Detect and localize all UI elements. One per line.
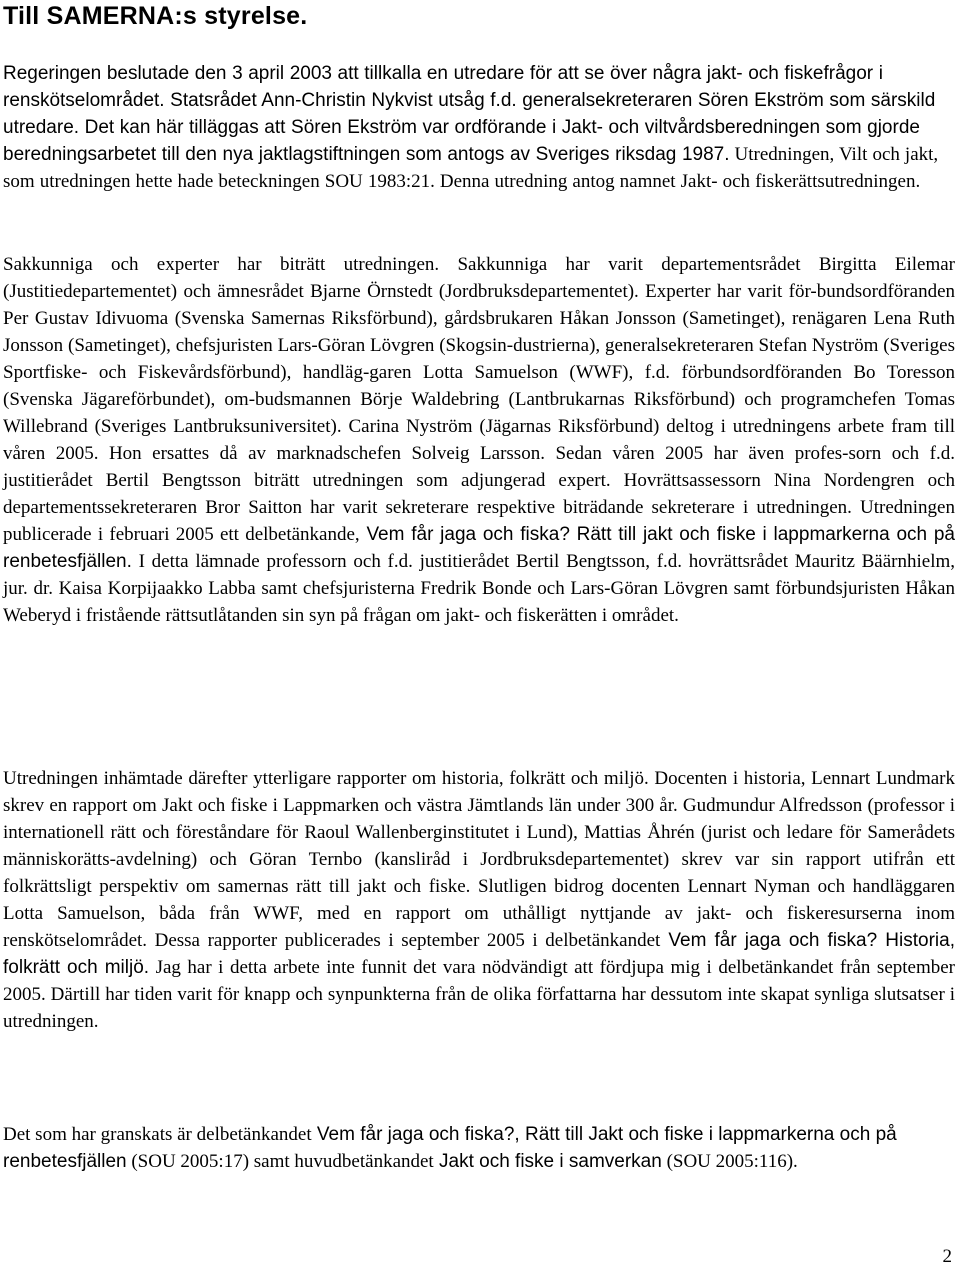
paragraph-3-text-continued: Jag har i detta arbete inte funnit det vara nödvändigt att fördjupa mig i delbetänkandet från september 2005. Därtill har tiden varit för knapp och synpunkterna från de olika författarna har dessutom inte skapat synliga slutsatser i utredningen. [3,957,956,1032]
paragraph-4-sou-1: (SOU 2005:17) samt huvudbetänkandet [126,1151,434,1172]
paragraph-1 [3,60,955,195]
paragraph-2-text-continued: I detta lämnade professorn och f.d. justitierådet Bertil Bengtsson, f.d. hovrättsrådet Mauritz Bäärnhielm, jur. dr. Kaisa Korpijaakko Labba samt chefsjuristerna Fredrik Bonde och Lars-Göran Lövgren samt förbundsjuristen Håkan Weberyd i fristående rättsutlåtanden sin syn på frågan om jakt- och fiskerätten i området. [3,551,955,626]
paragraph-4-report-title-1: Vem får jaga och fiska?, Rätt till Jakt och fiske i lappmarkerna och på renbetesfjällen [3,1124,897,1172]
paragraph-3-report-title: Vem får jaga och fiska? Historia, folkrätt och miljö. [3,930,955,978]
page-title: Till SAMERNA:s styrelse. [3,2,308,30]
paragraph-3 [3,765,955,1035]
paragraph-1-text: Utredningen, Vilt och jakt, som utredningen hette hade beteckningen SOU 1983:21. Denna utredning antog namnet Jakt- och fiskerättsutredningen. [3,144,939,192]
paragraph-2 [3,251,955,629]
page-number: 2 [942,1246,952,1267]
paragraph-4-report-title-2: Jakt och fiske i samverkan [433,1151,662,1172]
paragraph-2-text: Sakkunniga och experter har biträtt utredningen. Sakkunniga har varit departementsrådet Birgitta Eilemar (Justitiedepartementet) och ämnesrådet Bjarne Örnstedt (Jordbruksdepartementet). Experter har varit för-bundsordföranden Per Gustav Idivuoma (Svenska Samernas Riksförbund), gårdsbrukaren Håkan Jonsson (Sametinget), renägaren Lena Ruth Jonsson (Sametinget), chefsjuristen Lars-Göran Lövgren (Skogsin-dustrierna), generalsekreteraren Stefan Nyström (Sveriges Sportfiske- och Fiskevårdsförbund), handläg-garen Lotta Samuelson (WWF), f.d. förbundsordföranden Bo Toresson (Svenska Jägareförbundet), om-budsmannen Börje Waldebring (Lantbrukarnas Riksförbund) och programchefen Tomas Willebrand (Sveriges Lantbruksuniversitet). Carina Nyström (Jägarnas Riksförbund) deltog i utredningens arbete fram till våren 2005. Hon ersattes då av marknadschefen Solveig Larsson. Sedan våren 2005 har även profes-sorn och f.d. justitierådet Bertil Bengtsson biträtt utredningen som adjungerad expert. Hovrättsassessorn Nina Nordengren och departementssekreteraren Bror Saitton har varit sekreterare respektive biträdande sekreterare i utredningen. Utredningen publicerade i februari 2005 ett delbetänkande, [3,254,955,545]
paragraph-4-sou-2: (SOU 2005:116). [661,1151,798,1172]
paragraph-1-sans-text: Regeringen beslutade den 3 april 2003 att tillkalla en utredare för att se över några jakt- och fiskefrågor i renskötselområdet. Statsrådet Ann-Christin Nykvist utsåg f.d. generalsekreteraren Sören Ekström som särskild utredare. Det kan här tilläggas att Sören Ekström var ordförande i Jakt- och viltvårdsberedningen som gjorde beredningsarbetet till den nya jaktlagstiftningen som antogs av Sveriges riksdag 1987. [3,63,936,165]
paragraph-2-report-title: Vem får jaga och fiska? Rätt till jakt och fiske i lappmarkerna och på renbetesfjällen. [3,524,955,572]
paragraph-4-text: Det som har granskats är delbetänkandet [3,1124,312,1145]
paragraph-3-text: Utredningen inhämtade därefter ytterligare rapporter om historia, folkrätt och miljö. Docenten i historia, Lennart Lundmark skrev en rapport om Jakt och fiske i Lappmarken och västra Jämtlands län under 300 år. Gudmundur Alfredsson (professor i internationell rätt och föreståndare för Raoul Wallenberginstitutet i Lund), Mattias Åhrén (jurist och ledare för Samerådets människorätts-avdelning) och Göran Ternbo (kansliråd i Jordbruksdepartementet) skrev var sin rapport utifrån ett folkrättsligt perspektiv om samernas rätt till jakt och fiske. Slutligen bidrog docenten Lennart Nyman och handläggaren Lotta Samuelson, båda från WWF, med en rapport om uthålligt nyttjande av jakt- och fiskeresurserna inom renskötselområdet. Dessa rapporter publicerades i september 2005 i delbetänkandet [3,768,955,951]
paragraph-4 [3,1121,938,1175]
